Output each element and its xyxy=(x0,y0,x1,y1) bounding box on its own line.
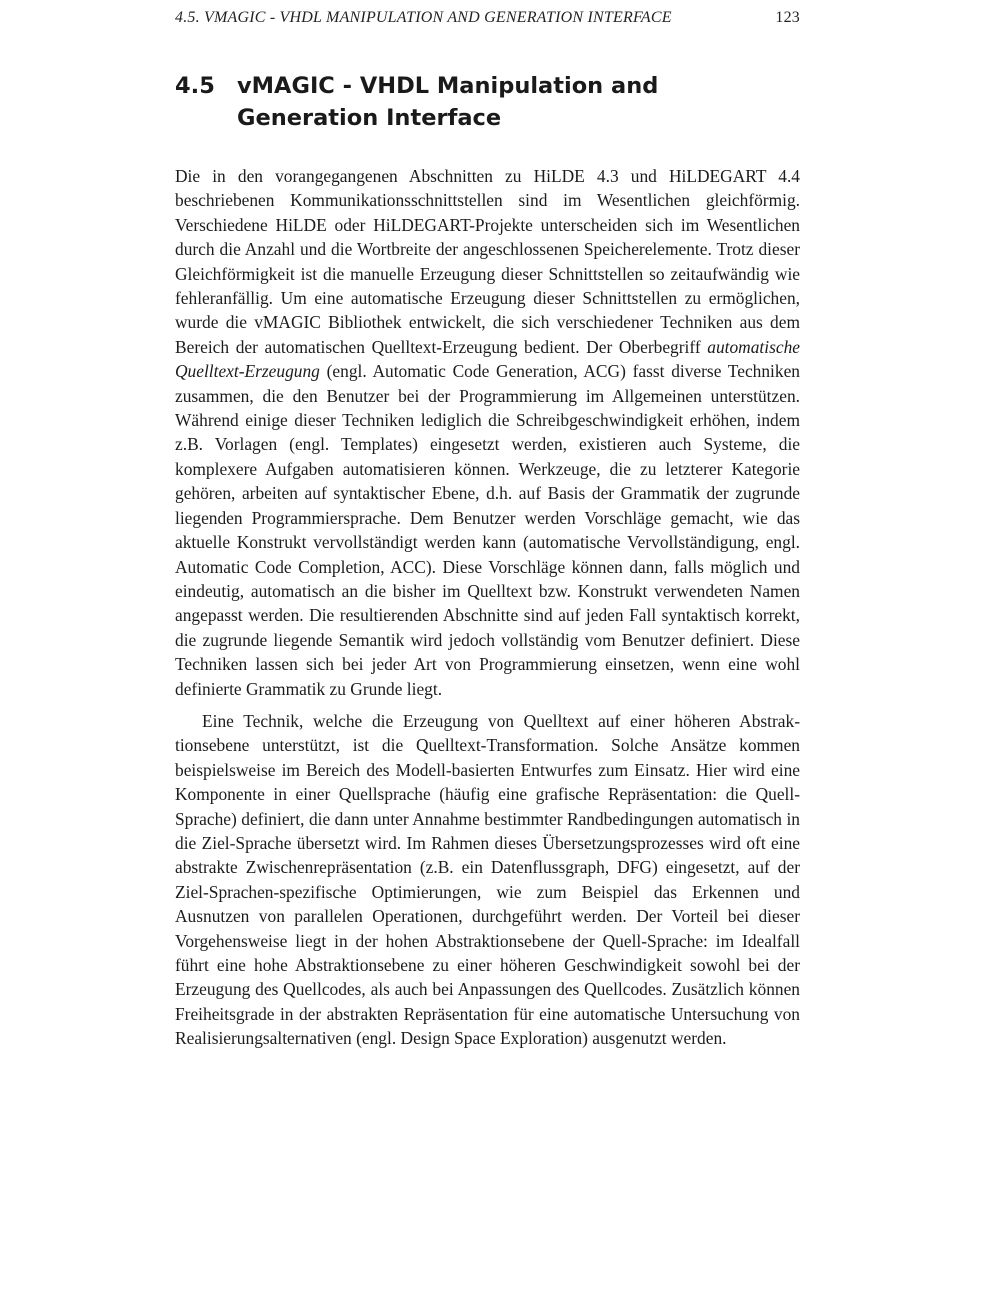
body-text xyxy=(175,164,800,1051)
paragraph: Eine Technik, welche die Erzeugung von Quelltext auf einer höheren Abstraktionsebene unterstützt, ist die Quelltext-Transformation. Solche Ansätze kommen beispielsweise im Bereich des Modell-basierten Entwurfes zum Einsatz. Hier wird eine Komponente in einer Quellsprache (häufig eine grafische Repräsentation: die Quell-Sprache) definiert, die dann unter Annahme bestimmter Randbedingungen automatisch in die Ziel-Sprache übersetzt wird. Im Rahmen dieses Übersetzungsprozesses wird oft eine abstrakte Zwischenrepräsentation (z.B. ein Datenflussgraph, DFG) eingesetzt, auf der Ziel-Sprachen-spezifische Optimierungen, wie zum Beispiel das Erkennen und Ausnutzen von parallelen Operationen, durchgeführt werden. Der Vorteil bei dieser Vorgehensweise liegt in der hohen Abstraktionsebene der Quell-Sprache: im Idealfall führt eine hohe Abstraktionsebene zu einer höheren Geschwindigkeit sowohl bei der Erzeugung des Quellcodes, als auch bei Anpassungen des Quellcodes. Zusätzlich können Freiheitsgrade in der abstrakten Repräsentation für eine automatische Untersuchung von Realisierungsalternativen (engl. Design Space Exploration) ausgenutzt werden. xyxy=(175,710,800,1049)
section-title: vMAGIC - VHDL Manipulation and Generation Interface xyxy=(237,73,659,131)
section-number: 4.5 xyxy=(175,73,215,99)
paragraph-text: (engl. Automatic Code Generation, ACG) fasst diverse Techniken zusammen, die den Benutzer bei der Programmierung im Allgemeinen unterstützen. Während einige dieser Techniken lediglich die Schreibgeschwindigkeit erhöhen, indem z.B. Vorlagen (engl. Templates) eingesetzt werden, existieren auch Systeme, die komplexere Aufgaben automatisieren können. Werkzeuge, die zu letzterer Kategorie gehören, arbeiten auf syntaktischer Ebene, d.h. auf Basis der Grammatik der zugrunde liegenden Programmiersprache. Dem Benutzer werden Vorschläge gemacht, wie das aktuelle Konstrukt vervollständigt werden kann (automatische Vervollständigung, engl. Automatic Code Completion, ACC). Diese Vorschläge können dann, falls möglich und eindeutig, automatisch an die bisher im Quelltext bzw. Konstrukt verwendeten Namen angepasst werden. Die resultierenden Abschnitte sind auf jeden Fall syntaktisch korrekt, die zugrunde liegende Semantik wird jedoch vollständig vom Benutzer definiert. Diese Techniken lassen sich bei jeder Art von Programmierung einsetzen, wenn eine wohl definierte Grammatik zu Grunde liegt. xyxy=(175,361,800,699)
running-head xyxy=(175,9,800,31)
section-heading xyxy=(175,70,805,134)
paragraph-text: Die in den vorangegangenen Abschnitten zu HiLDE 4.3 und HiLDEGART 4.4 beschriebenen Kommunikationsschnittstellen sind im Wesentlichen gleichförmig. Verschiedene HiLDE oder HiLDEGART-Projekte unterscheiden sich im Wesentlichen durch die Anzahl und die Wortbreite der angeschlossenen Speicherelemente. Trotz dieser Gleichförmigkeit ist die manuelle Erzeugung dieser Schnittstellen so zeitaufwändig wie fehleranfällig. Um eine automatische Erzeugung dieser Schnittstellen zu ermöglichen, wurde die vMAGIC Bibliothek entwickelt, die sich verschiedener Techniken aus dem Bereich der automatischen Quelltext-Erzeugung bedient. Der Oberbegriff xyxy=(175,166,800,357)
emphasized-term: automatische Quelltext-Erzeugung xyxy=(175,336,800,382)
page-number: 123 xyxy=(775,9,800,26)
running-head-title: 4.5. VMAGIC - VHDL MANIPULATION AND GENERATION INTERFACE xyxy=(175,9,672,26)
paragraph xyxy=(175,164,800,701)
